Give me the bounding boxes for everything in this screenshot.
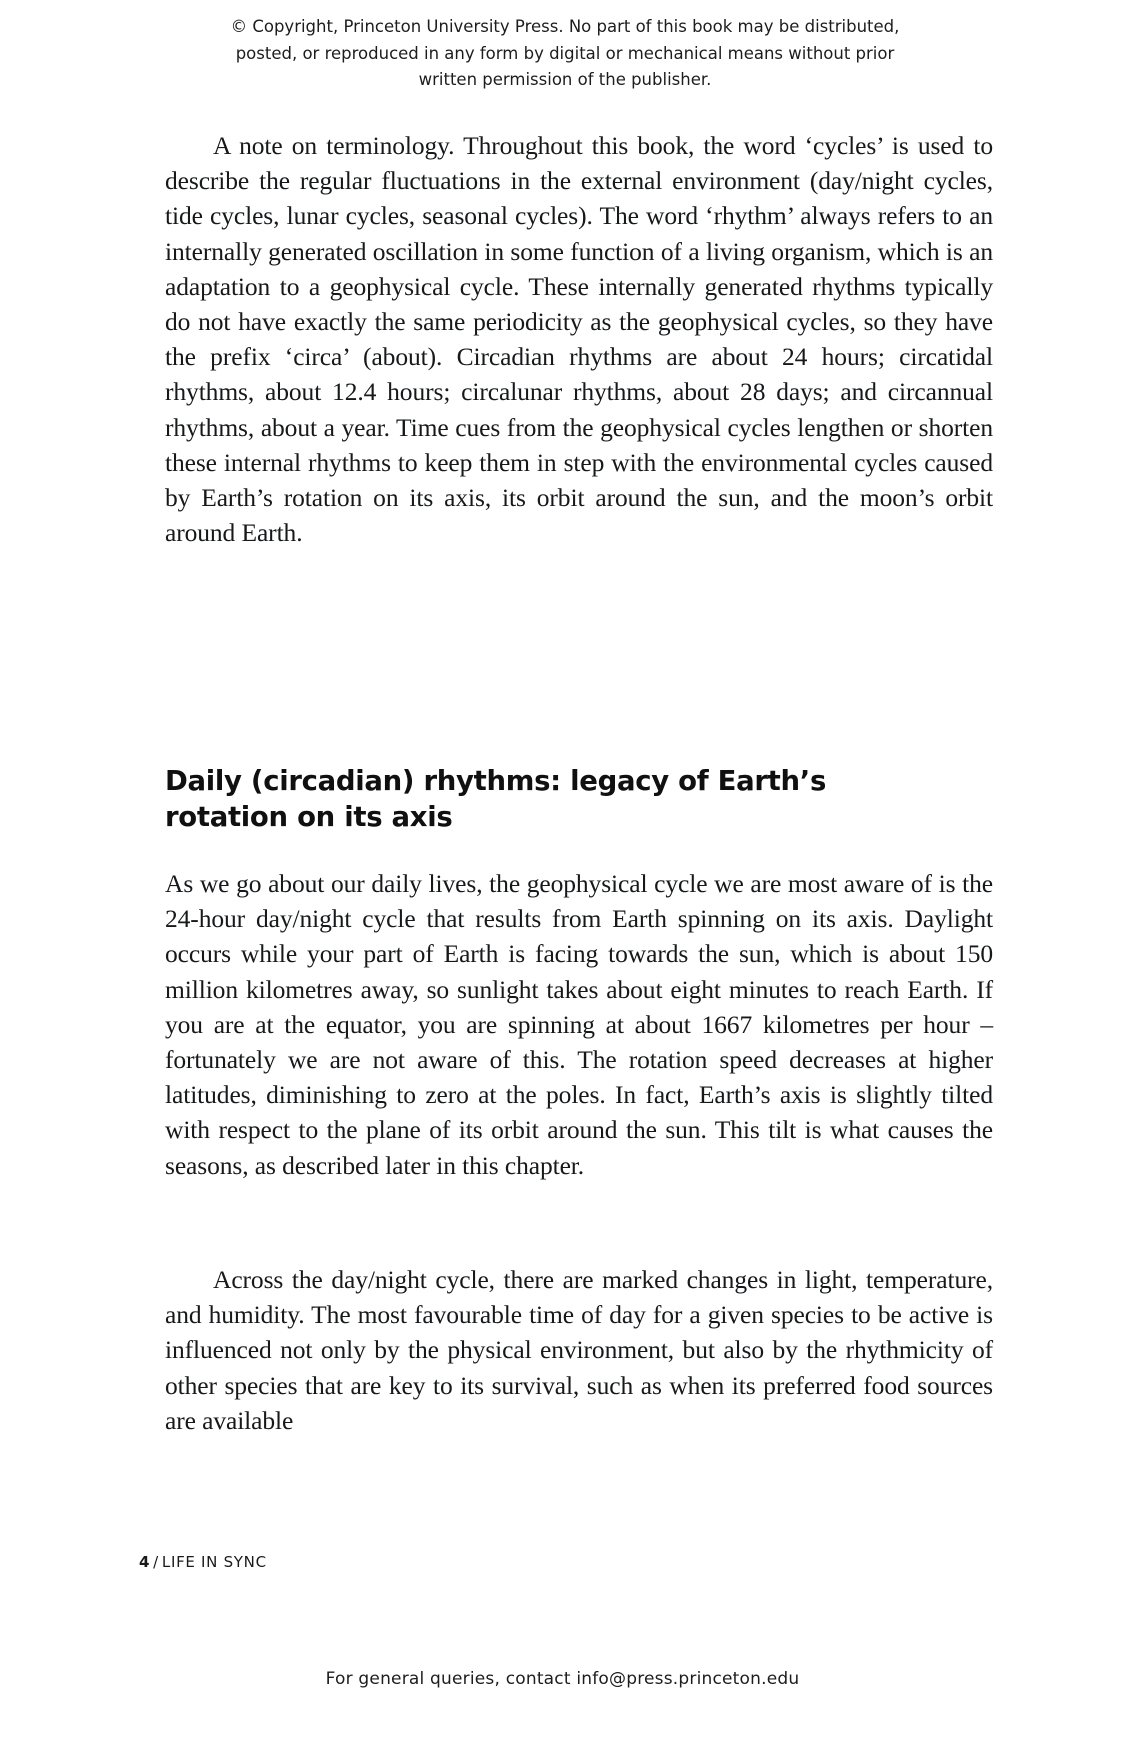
page-footer	[139, 1553, 267, 1571]
page-number: 4	[139, 1553, 151, 1571]
footer-separator: /	[153, 1553, 159, 1571]
general-queries-line: For general queries, contact info@press.princeton.edu	[325, 1669, 800, 1689]
intro-paragraph: A note on terminology. Throughout this book, the word ‘cycles’ is used to describe the regular fluctuations in the external environment (day/night cycles, tide cycles, lunar cycles, seasonal cycles). The word ‘rhythm’ always refers to an internally generated oscillation in some function of a living organism, which is an adaptation to a geophysical cycle. These internally generated rhythms typically do not have exactly the same periodicity as the geophysical cycles, so they have the prefix ‘circa’ (about). Circadian rhythms are about 24 hours; circatidal rhythms, about 12.4 hours; circalunar rhythms, about 28 days; and circannual rhythms, about a year. Time cues from the geophysical cycles lengthen or shorten these internal rhythms to keep them in step with the environmental cycles caused by Earth’s rotation on its axis, its orbit around the sun, and the moon’s orbit around Earth.	[165, 131, 993, 548]
body-paragraph-2: As we go about our daily lives, the geophysical cycle we are most aware of is the 24-hour day/night cycle that results from Earth spinning on its axis. Daylight occurs while your part of Earth is facing towards the sun, which is about 150 million kilometres away, so sunlight takes about eight minutes to reach Earth. If you are at the equator, you are spinning at about 1667 kilometres per hour – fortunately we are not aware of this. The rotation speed decreases at higher latitudes, diminishing to zero at the poles. In fact, Earth’s axis is slightly tilted with respect to the plane of its orbit around the sun. This tilt is what causes the seasons, as described later in this chapter.	[165, 869, 993, 1180]
running-head: LIFE IN SYNC	[161, 1553, 267, 1571]
section-heading: Daily (circadian) rhythms: legacy of Earth’s rotation on its axis	[165, 764, 827, 834]
copyright-notice: © Copyright, Princeton University Press. No part of this book may be distributed, posted, or reproduced in any form by digital or mechanical means without prior written permission of the publisher.	[230, 17, 900, 90]
body-paragraph-3: Across the day/night cycle, there are marked changes in light, temperature, and humidity. The most favourable time of day for a given species to be active is influenced not only by the physical environment, but also by the rhythmicity of other species that are key to its survival, such as when its preferred food sources are available	[165, 1265, 993, 1435]
